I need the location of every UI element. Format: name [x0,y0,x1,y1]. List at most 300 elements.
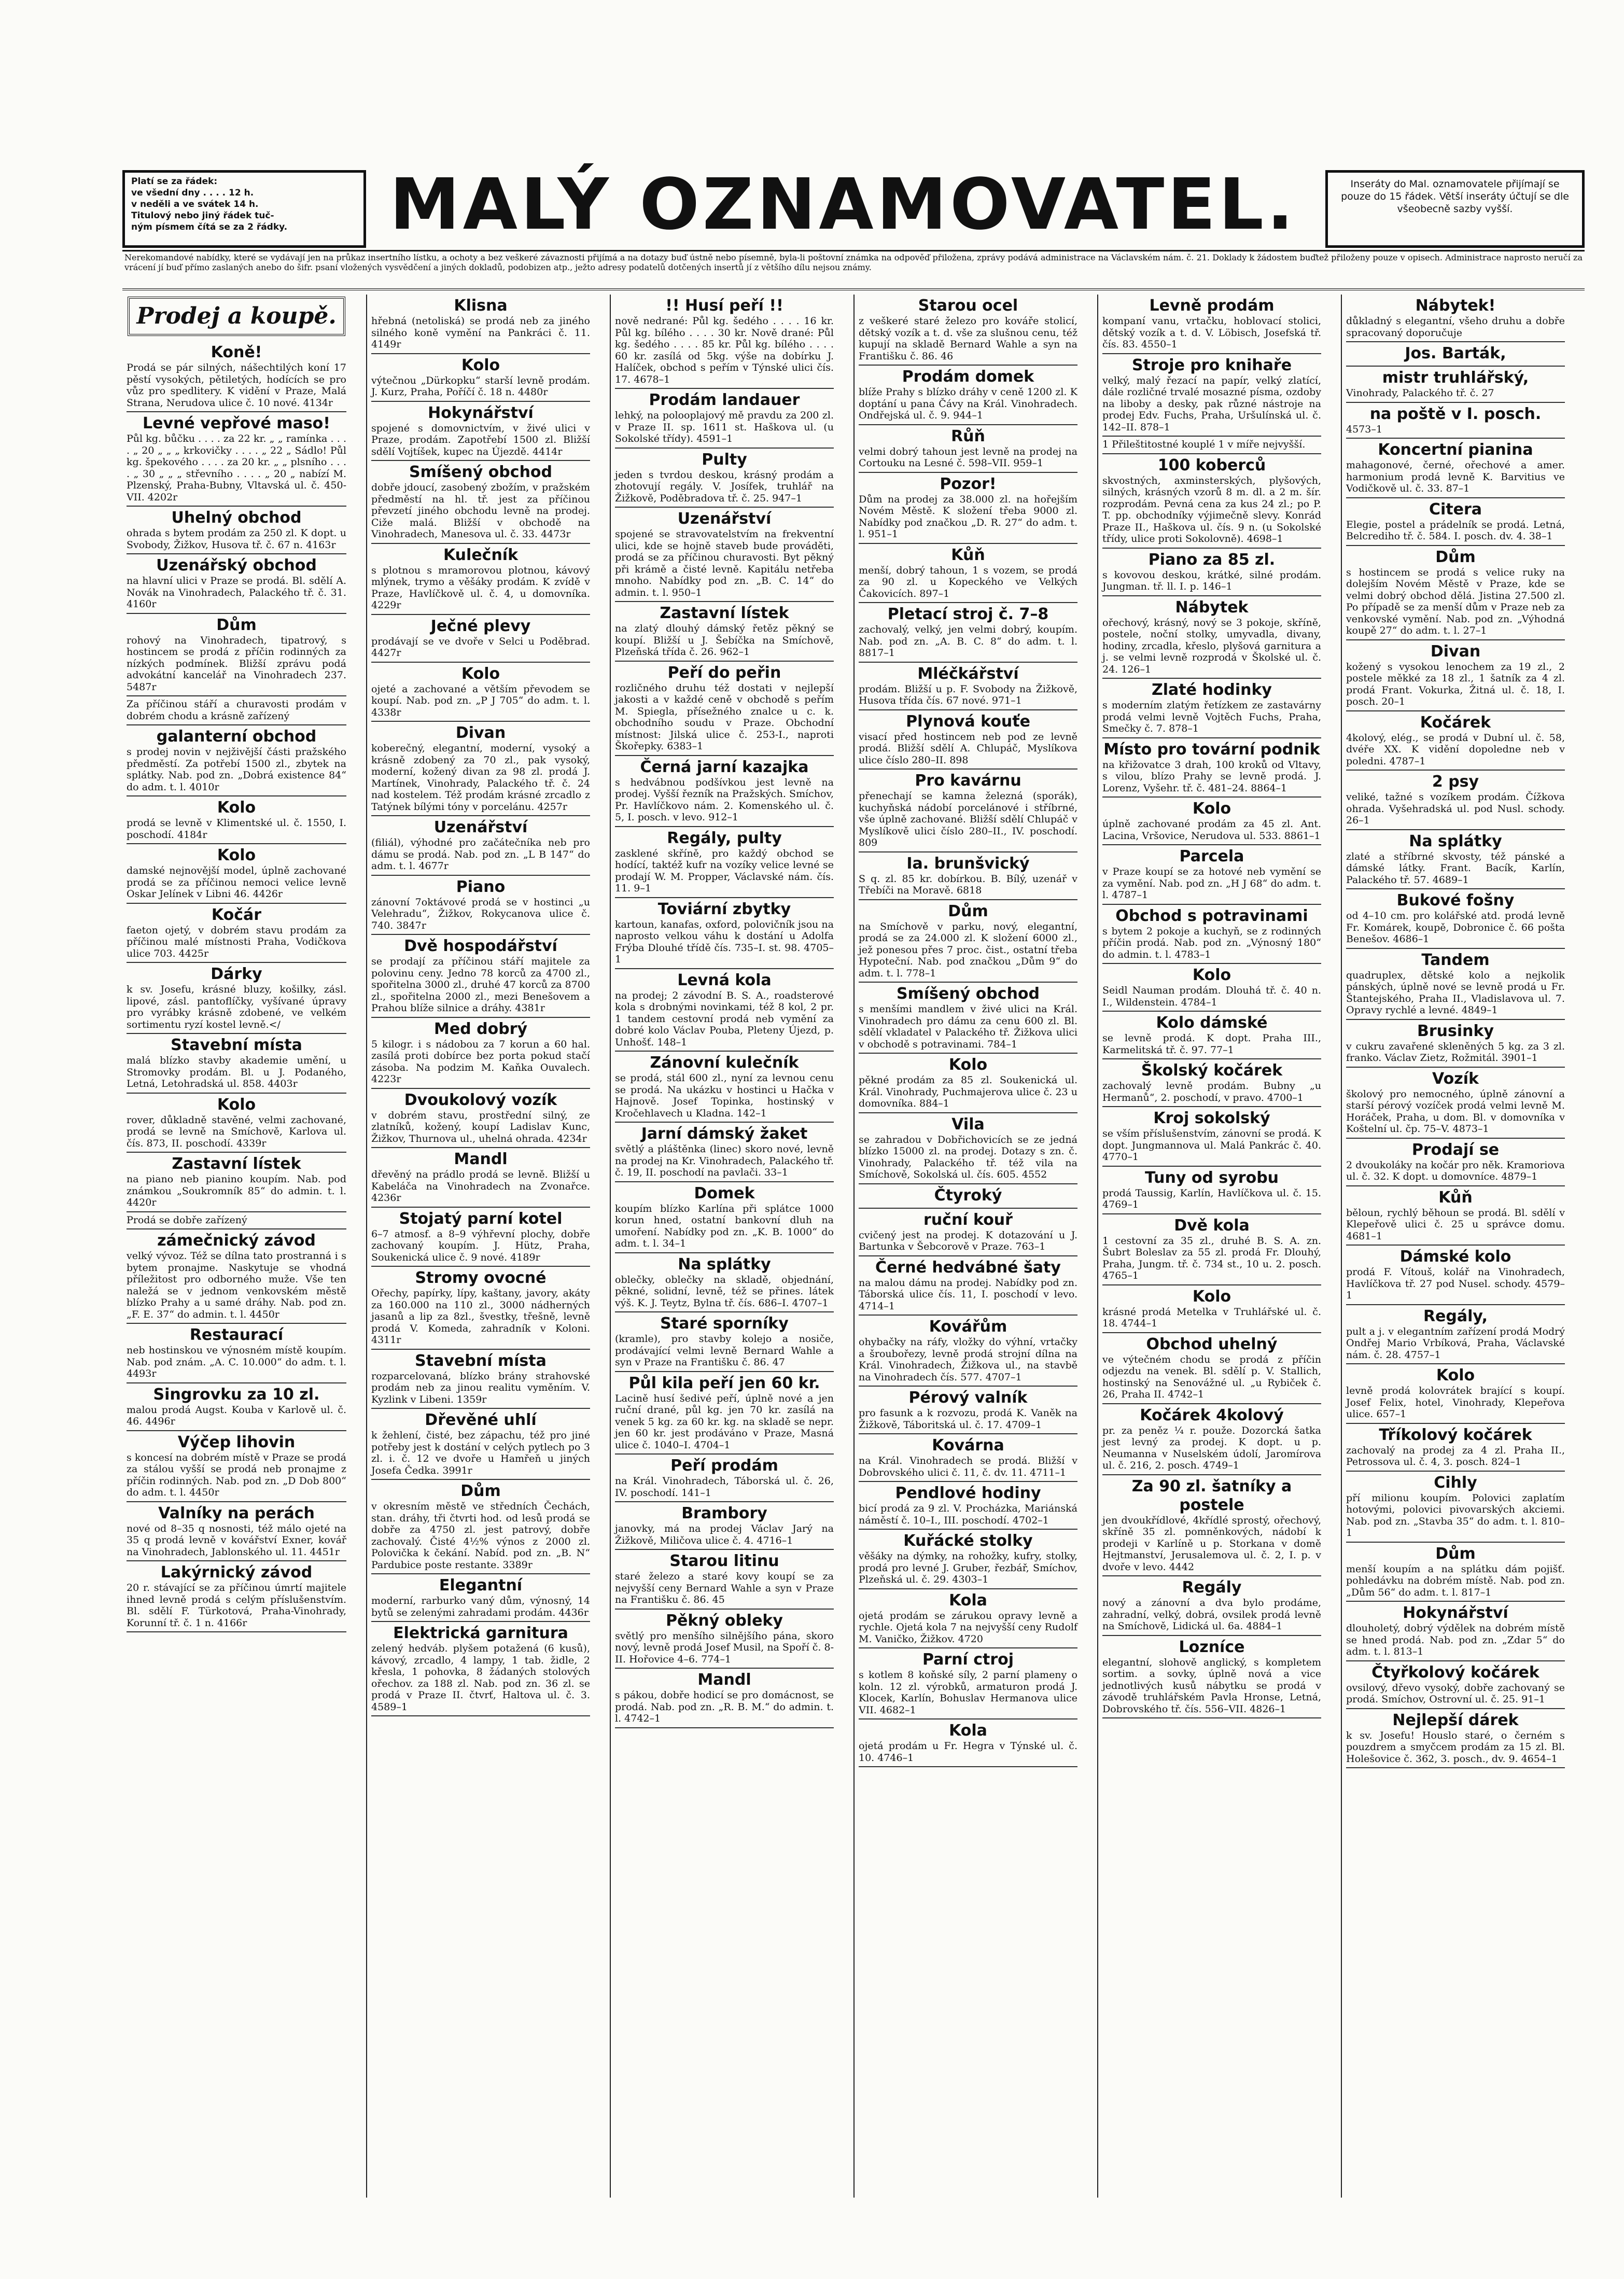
ad-body: krásné prodá Metelka v Truhlářské ul. č. 18. 4744–1 [1102,1306,1321,1329]
classified-ad [127,696,346,725]
ad-title: Obchod s potravinami [1115,906,1308,925]
ad-title: Kolo [1192,966,1231,984]
ad-title: Za 90 zl. šatníky a postele [1131,1477,1292,1514]
ads-column-6 [1346,295,1565,1768]
classified-ad [127,341,346,412]
ad-title: Kolo [1436,1366,1475,1385]
ad-title: Prodají se [1411,1140,1500,1159]
classified-ad [1102,1475,1321,1577]
ad-body: nový a zánovní a dva bylo prodáme, zahradní, velký, dobrá, ovsilek prodá levně na Smíchově, Lidická ul. 6a. 4884–1 [1102,1597,1321,1632]
ad-title: Dům [1435,548,1476,566]
ad-body: Vinohrady, Palackého tř. č. 27 [1346,387,1494,399]
ad-title: Domek [694,1184,755,1203]
ad-title: Mandl [454,1150,508,1168]
classified-ad [1102,454,1321,549]
classified-ad [371,1208,590,1267]
classified-ad [127,1229,346,1324]
ad-body: hřebná (netoliská) se prodá neb za jiného silného koně vymění na Pankráci č. 11. 4149r [371,315,590,350]
ad-body: ohrada s bytem prodám za 250 zl. K dopt. u Svobody, Žižkov, Husova tř. č. 67 n. 4163r [127,527,346,551]
ad-body: důkladný s elegantní, všeho druhu a dobře spracovaný doporučuje [1346,315,1565,339]
ad-body: úplně zachované prodám za 45 zl. Ant. Lacina, Vršovice, Nerudova ul. 533. 8861–1 [1102,818,1321,842]
ad-body: zlaté a stříbrné skvosty, též pánské a dámské látky. Frant. Bacík, Karlín, Palackého tř. 57. 4689–1 [1346,850,1565,886]
classified-ad [859,1648,1077,1719]
classified-ad [1102,1285,1321,1333]
ad-title: Kroj sokolský [1153,1109,1270,1127]
classified-ad [127,1431,346,1502]
price-line: Platí se za řádek: [131,176,218,187]
ad-title: Toviární zbytky [657,900,791,918]
ads-column-1 [127,341,346,1632]
ad-title: Dvě hospodářství [404,937,557,955]
ad-title: Levně prodám [1149,297,1275,315]
ad-body: S q. zl. 85 kr. dobírkou. B. Bílý, uzenář v Třebíči na Moravě. 6818 [859,873,1077,896]
classified-ad [1346,889,1565,949]
ad-title: Uhelný obchod [171,509,302,527]
ad-body: neb hostinskou ve výnosném místě koupím. Nab. pod znám. „A. C. 10.000“ do adm. t. l. 4493r [127,1345,346,1379]
ad-body: prodá F. Vítouš, kolář na Vinohradech, Havlíčkova tř. 27 pod Nusel. schody. 4579–1 [1346,1266,1565,1301]
ad-body: lehký, na polooplajový mě pravdu za 200 zl. v Praze II. sp. 1611 st. Haškova ul. (u Sokolské třídy). 4591–1 [615,410,834,444]
ad-body: výtečnou „Dürkopku“ starší levně prodám. J. Kurz, Praha, Poříčí č. 18 n. 4480r [371,374,590,398]
ad-body: zánovní 7oktávové prodá se v hostinci „u Velehradu“, Žižkov, Rokycanova ulice č. 740. 3847r [371,896,590,931]
classified-ad [1346,1472,1565,1543]
classified-ad [859,1113,1077,1184]
price-line: ným písmem čítá se za 2 řádky. [131,222,288,232]
ad-body: velký, malý řezací na papír, velký zlatící, dále rozličné trvalé mosazné písma, ozdoby na liboby a desky, pak různé nástroje na prodej Edv. Fuchs, Praha, Uršulínská ul. č. 142–II. 878–1 [1102,374,1321,433]
ad-body: dobře jdoucí, zasobený zbožím, v pražském předměstí na hl. tř. jest za příčinou převzetí jiného obchodu levně na prodej. Ciže malá. Bližší v obchodě na Vinohradech, Manesova ul. č. 33. 4473r [371,482,590,540]
classified-ad [615,1550,834,1610]
classified-ad [1346,1186,1565,1246]
ad-title: Dárky [211,965,262,983]
ad-body: koupím blízko Karlína při splátce 1000 korun hned, ostatní bankovní dluh na umoření. Nabídky pod zn. „K. B. 1000“ do adm. t. l. 34–1 [615,1203,834,1249]
ad-title: Levná kola [677,971,772,989]
ad-body: faeton ojetý, v dobrém stavu prodám za příčinou malé místnosti Praha, Vodičkova ulice 703. 4425r [127,924,346,959]
ad-title: Čtyroký [934,1186,1002,1205]
classified-ad [615,1123,834,1182]
ad-body: (kramle), pro stavby kolejo a nosiče, prodávající velmi levně Bernard Wahle a syn v Praze na Františku č. 86. 47 [615,1333,834,1368]
ad-title: Singrovku za 10 zl. [153,1385,320,1404]
ad-body: Ořechy, papírky, lípy, kaštany, javory, akáty za 160.000 na 110 zl., 3000 nádherných jasanů a lip za 8zl., švestky, třešně, levně prodá V. Komeda, zahradník v Koloni. 4311r [371,1288,590,1346]
ad-title: Kočárek 4kolový [1140,1406,1284,1424]
classified-ad [1346,1020,1565,1068]
ad-title: Černé hedvábné šaty [875,1258,1061,1277]
ad-title: Kolo [461,356,500,374]
classified-ad [1102,596,1321,679]
price-line: Titulový nebo jiný řádek tuč- [131,211,274,221]
ad-title: Dvoukolový vozík [404,1090,557,1109]
ad-title: Kolo dámské [1156,1014,1268,1032]
classified-ad [1346,546,1565,640]
ad-body: Prodá se dobře zařízený [127,1214,247,1226]
ad-body: zachovalý levně prodám. Bubny „u Hermanů“, 2. poschodí, v pravo. 4700–1 [1102,1080,1321,1103]
ad-body: ojetá prodám u Fr. Hegra v Týnské ul. č. 10. 4746–1 [859,1740,1077,1764]
ad-body: ojetá prodám se zárukou opravy levně a rychle. Ojetá kola 7 na nejvyšší ceny Rudolf M. Vaničko, Žižkov. 4720 [859,1610,1077,1645]
column-2 [366,295,594,2198]
ad-body: v Praze koupí se za hotové neb vymění se za vymění. Nab. pod zn. „H J 68“ do adm. t. l. 4787–1 [1102,866,1321,901]
classified-ad [859,295,1077,366]
ad-body: malou prodá Augst. Kouba v Karlově ul. č. 46. 4496r [127,1404,346,1427]
ad-body: přenechají se kamna železná (sporák), kuchyňská nádobí porcelánové i stříbrné, vše úplně zachované. Bližší sdělí Chlupáč v Myslíkově ulici číslo 280–II., IV. poschodí. 809 [859,790,1077,848]
ad-title: Kola [949,1722,987,1740]
ads-column-2 [371,295,590,1716]
classified-ad [371,1409,590,1480]
classified-ad [1346,771,1565,830]
ad-title: Regály, pulty [667,829,782,847]
price-line: ve všední dny . . . . 12 h. [131,188,254,198]
classified-ad [127,507,346,554]
classified-ad [371,402,590,462]
ad-body: 6–7 atmosf. a 8–9 výhřevní plochy, dobře zachovaný koupím. J. Hütz, Praha, Soukenická ulice č. 9 nové. 4189r [371,1228,590,1263]
ad-body: s hedvábnou podšívkou jest levně na prodej. Vyšší řezník na Pražských. Smíchov, Pr. Havlíčkovo nám. 2. Komenského ul. č. 5, I. posch. v levo. 912–1 [615,776,834,823]
classified-ad [615,295,834,389]
ad-body: elegantní, slohově anglický, s kompletem sortim. a sovky, úplně nová a vice jednotlivých kusů nábytku se prodá v závodě truhlářském Pavla Hronse, Letná, Dobrovského tř. čís. 556–VII. 4826–1 [1102,1656,1321,1715]
ad-body: Prodá se pár silných, nášechtilých koní 17 pěstí vysokých, pětiletých, hodících se pro vůz pro spedlitery. K vidění v Praze, Malá Strana, Nerudova ulice č. 10 nové. 4134r [127,362,346,409]
ad-body: pr. za peněz ¼ r. použe. Dozorcká šatka jest levný za prodej. K dopt. u p. Neumanna v Nuselském údolí, Jaromírova ul. č. 216, 2. posch. 4749–1 [1102,1424,1321,1471]
ad-body: školový pro nemocného, úplně zánovní a starší pérový vozíček prodá velmi levně M. Horáček, Praha, u dom. Bl. v domovníka v Koštelní ul. čp. 75–V. 4873–1 [1346,1088,1565,1135]
classified-ad [1346,295,1565,342]
classified-ad [859,1387,1077,1434]
ad-body: k sv. Josefu! Houslo staré, o černém s pouzdrem a smyčcem prodám za 15 zl. Bl. Holešovice č. 362, 3. posch., dv. 9. 4654–1 [1346,1729,1565,1765]
ad-title: Obchod uhelný [1146,1335,1278,1353]
ad-body: spojené se stravovatelstvím na frekventní ulici, kde se hojně staveb bude prováděti, prodá se za příčinou churavosti. Byt pěkný při krámě a čisté levně. Kapitálu netřeba mnoho. Nabídky pod zn. „B. C. 14“ do admin. t. l. 950–1 [615,528,834,598]
ad-body: světlý pro menšího silnějšího pána, skoro nový, levně prodá Josef Musil, na Spoří č. 8-II. Hořovice 4–6. 774–1 [615,1630,834,1665]
ad-body: levně prodá kolovrátek brající s koupí. Josef Felix, hotel, Vinohrady, Klepeřova ulice. 657–1 [1346,1385,1565,1420]
ad-title: Kulečník [443,546,519,564]
ad-title: Ia. brunšvický [906,854,1030,873]
ad-title: Jarní dámský žaket [641,1125,808,1143]
ad-body: s menšími mandlem v živé ulici na Král. Vinohradech pro dámu za cenu 600 zl. Bl. sdělí vkladatel v Palackého tř. Žižkova ulici v obchodě s potravinami. 784–1 [859,1003,1077,1050]
classified-ad [371,1480,590,1574]
ad-title: Pendlové hodiny [895,1484,1041,1502]
ad-body: veliké, tažné s vozíkem prodám. Čížkova ohrada. Vyšehradská ul. pod Nusl. schody. 26–1 [1346,791,1565,826]
ad-title: Dřevěné uhlí [425,1411,537,1429]
ad-title: Kůň [1438,1188,1473,1207]
column-4 [853,295,1082,2198]
ad-body: (filiál), výhodné pro začátečníka neb pro dámu se prodá. Nab. pod zn. „L B 147“ do adm. t. l. 4677r [371,837,590,872]
ad-body: prodá se levně v Klimentské ul. č. 1550, I. poschodí. 4184r [127,817,346,841]
classified-ad [1346,1364,1565,1424]
ad-body: 1 Přileštitostné kouplé 1 v míře nejvyšší. [1102,439,1306,450]
ad-title: Kovářům [929,1318,1007,1336]
classified-ad [859,1209,1077,1256]
administration-notice: Nerekomandové nabídky, které se vydávají jen na průkaz insertního lístku, a ochoty a bez veškeré závaznosti přijímá a na dotazy buď ústně nebo písemně, byla-li poštovní známka na odpověď přiložena, zprávy podává administrace na Václavském nám. č. 21. Doklady k žádostem buďtež přiloženy pouze v opisech. Administrace naprosto neručí za vrácení jí buď přímo zaslaných anebo do šifr. psaní vložených vysvědčení a jiných dokladů, podobizen atp., ježto adresy podatelů dotčených insertů jí z většího dílu nejsou známy. [122,250,1585,290]
ad-title: Starou ocel [918,297,1018,315]
ad-body: 4kolový, elég., se prodá v Dubní ul. č. 58, dvéře XX. K vidění dopoledne neb v poledni. 4787–1 [1346,732,1565,767]
ad-body: spojené s domovnictvím, v živé ulici v Praze, prodám. Zapotřebí 1500 zl. Bližší sdělí Vojtíšek, kupec na Újezdě. 4414r [371,422,590,457]
classified-ad [615,1669,834,1728]
classified-ad [371,354,590,402]
classified-ad [859,1530,1077,1589]
classified-ad [1102,549,1321,596]
classified-ad [1102,1333,1321,1404]
ad-title: Elegantní [439,1576,523,1595]
ad-body: 5 kilogr. i s nádobou za 7 korun a 60 hal. zasílá proti dobírce bez porta pokud stačí zásoba. Na podzim M. Kaňka Ouvalech. 4223r [371,1038,590,1085]
ad-body: velmi dobrý tahoun jest levně na prodej na Cortouku na Lesné č. 598–VII. 959–1 [859,445,1077,469]
ad-body: 20 r. stávající se za příčinou úmrtí majitele ihned levně prodá s celým příslušenstvím. Bl. sdělí F. Türkotová, Praha-Vinohrady, Korunní tř. č. 1 n. 4166r [127,1582,346,1629]
ad-body: rozličného druhu též dostati v nejlepší jakosti a v každé ceně v obchodě s peřím M. Spiegla, přísežného znalce u c. k. obchodního soudu v Praze. Obchodní místnost: Jilská ulice č. 253-I., naproti Škořepky. 6383–1 [615,682,834,752]
classified-ad [1102,1107,1321,1167]
classified-ad [615,1372,834,1455]
ad-body: se zahradou v Dobřichovicích se ze jedná blízko 15000 zl. na prodej. Dotazy s zn. č. Vinohrady, Palackého tř. též vila na Smíchově, Sokolská ul. čís. 605. 4552 [859,1134,1077,1180]
classified-ad [371,663,590,722]
ad-body: bicí prodá za 9 zl. V. Procházka, Mariánská náměstí č. 10–I., III. poschodí. 4702–1 [859,1503,1077,1526]
ad-title: Stroje pro knihaře [1131,356,1292,374]
classified-ad [1346,1543,1565,1602]
ad-title: Ječné plevy [430,617,531,635]
classified-ad [1346,498,1565,546]
ad-title: Černá jarní kazajka [640,758,809,776]
ad-title: Parní ctroj [922,1651,1014,1669]
ad-body: koberečný, elegantní, moderní, vysoký a krásně zdobený za 70 zl., pak vysoký, moderní, kožený divan za 98 zl. prodá J. Martínek, Vinohrady, Palackého tř. č. 24 nad kostelem. Též prodám krásné zrcadlo z Tatýnek bílými tóny v porcelánu. 4257r [371,743,590,813]
classified-ad [615,389,834,449]
ad-body: na Smíchově v parku, nový, elegantní, prodá se za 24.000 zl. K složení 6000 zl., jež ponesou přes 7 proc. čist., ostatní třeba Hypoteční. Nab. pod značkou „Dům 9“ do adm. t. l. 778–1 [859,920,1077,979]
classified-ad [1346,830,1565,890]
classified-ad [371,1018,590,1089]
ad-body: od 4–10 cm. pro kolářské atd. prodá levně Fr. Komárek, koupě, Dobronice č. 66 pošta Benešov. 4686–1 [1346,910,1565,945]
ad-title: Valníky na perách [158,1504,315,1522]
classified-ad [1346,439,1565,498]
classified-ad [127,1502,346,1562]
classified-ad [1102,1167,1321,1214]
ad-title: Kočárek [1420,713,1491,732]
ad-title: Růň [951,427,985,445]
ad-body: janovky, má na prodej Václav Jarý na Žižkově, Miličova ulice č. 4. 4716–1 [615,1523,834,1546]
ad-body: zasklené skříně, pro každý obchod se hodící, taktéž kufr na vozíky velice levné se prodají W. M. Propper, Václavské nám. čís. 11. 9–1 [615,847,834,894]
ad-title: Na splátky [1409,832,1502,850]
ad-title: Uzenářství [677,510,772,528]
classified-ad [371,295,590,354]
ad-title: Nejlepší dárek [1392,1711,1519,1729]
ad-body: Elegie, postel a prádelník se prodá. Letná, Belcrediho tř. č. 584. I. posch. dv. 4. 38–1 [1346,519,1565,542]
classified-ad [1346,1424,1565,1472]
ad-body: světlý a pláštěnka (linec) skoro nové, levně na prodej na Kr. Vinohradech, Palackého tř. č. 19, II. poschodí na pavlači. 33–1 [615,1143,834,1178]
ad-body: jen dvoukřídlové, 4křídlé sprostý, ořechový, skříně 35 zl. pomněnkových, nádobí k prodeji v Karlíně u p. Storkana v domě Hejtmanství, Jerusalemova ul. č. 2, I. p. v dvoře v levo. 4442 [1102,1514,1321,1573]
classified-ad [1102,1576,1321,1636]
ad-title: Uzenářství [433,818,528,836]
ad-body: ořechový, krásný, nový se 3 pokoje, skříně, postele, noční stolky, umyvadla, divany, hodiny, zrcadla, křeslo, plyšová garnitura a j. se velmi levně rozprodá v Školské ul. č. 24. 126–1 [1102,617,1321,675]
ad-title: Zastavní lístek [172,1155,301,1173]
classified-ad [127,1212,346,1230]
ad-title: Kolo [461,664,500,683]
ad-body: s prodej novin v nejživější části pražského předměstí. Za potřebí 1500 zl., zbytek na splátky. Nab. pod zn. „Dobrá existence 84“ do adm. t. l. 4010r [127,746,346,793]
classified-ad [371,544,590,615]
classified-ad [1346,367,1565,403]
ad-body: nově nedrané: Půl kg. šedého . . . . 16 kr. Půl kg. bílého . . . . 30 kr. Nově drané: Půl kg. šedého . . . . 85 kr. Půl kg. bílého . . . . 60 kr. zasílá od 5kg. výše na dobírku J. Halíček, obchod s peřím v Týnské ulici čís. 17. 4678–1 [615,315,834,385]
ad-body: menší koupím a na splátku dám pojišť. pohledávku na dobrém místě. Nab. pod zn. „Dům 56“ do adm. t. l. 817–1 [1346,1563,1565,1598]
ad-body: Dům na prodej za 38.000 zl. na hořejším Novém Městě. K složení třeba 9000 zl. Nabídky pod značkou „D. R. 27“ do adm. t. l. 951–1 [859,493,1077,540]
ad-body: prodám. Bližší u p. F. Svobody na Žižkově, Husova třída čís. 67 nové. 971–1 [859,683,1077,706]
classified-ad [615,662,834,756]
ad-title: Smíšený obchod [409,463,553,481]
classified-ad [1102,295,1321,354]
ad-body: s kotlem 8 koňské síly, 2 parní plameny o koln. 12 zl. výrobků, armaturon prodá J. Klocek, Karlín, Bohuslav Hermanova ulice VII. 4682–1 [859,1669,1077,1716]
ad-title: Kolo [1192,800,1231,818]
ad-title: Divan [1430,642,1481,661]
ad-title: Kolo [217,799,256,817]
ad-title: Dámské kolo [1399,1248,1511,1266]
ad-title: Pérový valník [908,1389,1028,1407]
ads-column-3 [615,295,834,1728]
classified-ad [1346,949,1565,1020]
ad-title: Pěkný obleky [666,1611,783,1630]
ad-title: Zánovní kulečník [650,1054,799,1072]
classified-ad [371,722,590,816]
ad-title: ruční kouř [923,1210,1013,1229]
ad-body: pěkné prodám za 85 zl. Soukenická ul. Král. Vinohrady, Puchmajerova ulice č. 23 u domovníka. 884–1 [859,1074,1077,1109]
classified-ad [1102,354,1321,437]
page-title: MALÝ OZNAMOVATEL. [389,164,1297,246]
ad-body: zachovalý, velký, jen velmi dobrý, koupím. Nab. pod zn. „A. B. C. 8“ do adm. t. l. 8817–1 [859,624,1077,659]
classified-ad [371,876,590,935]
price-line: v neděli a ve svátek 14 h. [131,199,259,209]
ad-title: Uzenářský obchod [156,556,317,575]
ad-title: Starou litinu [669,1552,779,1570]
ad-title: Stojatý parní kotel [399,1209,563,1228]
ad-title: Pletací stroj č. 7–8 [887,605,1049,623]
classified-ad [1102,1059,1321,1107]
classified-ad [859,900,1077,983]
classified-ad [615,1312,834,1372]
classified-ad [615,508,834,602]
classified-ad [859,1434,1077,1482]
ad-body: 2 dvoukoláky na kočár pro něk. Kramoriova ul. č. 32. K dopt. u domovníce. 4879–1 [1346,1159,1565,1182]
classified-ad [615,1610,834,1669]
ad-body: malá blízko stavby akademie umění, u Stromovky prodám. Bl. u J. Podaného, Letná, Letohradská ul. 858. 4403r [127,1055,346,1089]
classified-ad [127,1094,346,1153]
columns [122,295,1585,2198]
classified-ad [127,796,346,844]
classified-ad [859,425,1077,473]
classified-ad [615,1182,834,1253]
column-5 [1097,295,1325,2198]
ad-body: staré železo a staré kovy koupí se za nejvyšší ceny Bernard Wahle a syn v Praze na Františku č. 86. 45 [615,1571,834,1605]
masthead [122,161,1585,248]
classified-ad [1102,1636,1321,1719]
ad-title: Smíšený obchod [896,985,1040,1003]
ad-title: Výčep lihovin [177,1433,296,1451]
classified-ad [1346,403,1565,439]
ad-title: Stromy ovocné [415,1269,547,1287]
classified-ad [1102,679,1321,738]
ad-body: mahagonové, černé, ořechové a amer. harmonium prodá levně K. Barvitius ve Vodičkově ul. č. 33. 87–1 [1346,459,1565,494]
ad-body: s pákou, dobře hodicí se pro domácnost, se prodá. Nab. pod zn. „R. B. M.“ do admin. t. l. 4742–1 [615,1689,834,1724]
ad-title: Piano za 85 zl. [1148,550,1276,569]
price-box [122,170,366,248]
ads-column-4 [859,295,1077,1767]
classified-ad [127,554,346,614]
ad-body: pro fasunk a k rozvozu, prodá K. Vaněk na Žižkově, Táboritská ul. č. 17. 4709–1 [859,1407,1077,1431]
ad-body: na Král. Vinohradech, Táborská ul. č. 26, IV. poschodí. 141–1 [615,1475,834,1499]
classified-ad [371,1089,590,1149]
classified-ad [859,1054,1077,1113]
ad-title: Koně! [211,343,262,361]
ad-title: Tuny od syrobu [1144,1168,1279,1187]
ad-title: Nábytek [1175,598,1249,617]
ad-body: s kovovou deskou, krátké, silné prodám. Jungman. tř. ll. I. p. 146–1 [1102,569,1321,592]
ad-body: s bytem 2 pokoje a kuchyň, se z rodinných příčin prodá. Nab. pod zn. „Výnosný 180“ do admin. t. l. 4783–1 [1102,925,1321,960]
classified-ad [859,852,1077,900]
ads-column-5 [1102,295,1321,1718]
classified-ad [371,816,590,876]
classified-ad [1102,905,1321,964]
ad-body: v dobrém stavu, prostřední silný, ze zlatníků, kožený, koupí Ladislav Kunc, Žižkov, Thurnova ul., uhelná ohrada. 4234r [371,1109,590,1144]
ad-title: Kůň [951,546,985,564]
ad-body: 4573–1 [1346,423,1382,435]
classified-ad [371,1148,590,1208]
ad-title: 100 koberců [1157,456,1266,474]
classified-ad [1102,1404,1321,1475]
classified-ad [371,1622,590,1716]
ad-body: v okresním městě ve středních Čechách, stan. dráhy, tři čtvrti hod. od lesů prodá se dobře za 4750 zl. jest patrový, dobře zachovalý. Čisté 4½% výnos z 2000 zl. Polovička k čekání. Nabíd. pod zn. „B. N“ Pardubice poste restante. 3389r [371,1501,590,1571]
ad-body: se levně prodá. K dopt. Praha III., Karmelitská tř. č. 97. 77–1 [1102,1032,1321,1056]
classified-ad [859,1482,1077,1530]
ad-title: Mandl [697,1671,751,1689]
ad-body: na piano neb pianino koupím. Nab. pod známkou „Soukromník 85“ do admin. t. l. 4420r [127,1173,346,1208]
ad-body: kartoun, kanafas, oxford, polovičník jsou na naprosto velkou váhu k dostání u Adolfa Frýba Dlouhé třídě čís. 735–I. st. 98. 4705–1 [615,918,834,965]
ad-title: Cihly [1434,1473,1477,1492]
column-6 [1341,295,1569,2198]
ad-title: Peří do peřin [667,663,781,682]
ad-body: kožený s vysokou lenochem za 19 zl., 2 postele měkké za 18 zl., 1 šatník za 4 zl. prodá Frant. Vokurka, Žitná ul. č. 18, I. posch. 20–1 [1346,661,1565,707]
classified-ad [859,1256,1077,1316]
ad-title: Piano [456,877,506,896]
ad-title: mistr truhlářský, [1382,369,1529,387]
classified-ad [859,1316,1077,1387]
ad-title: Plynová kouťe [906,712,1030,731]
classified-ad [371,935,590,1018]
classified-ad [371,1350,590,1409]
classified-ad [615,1455,834,1502]
ad-body: moderní, rarburko vaný dům, výnosný, 14 bytů se zelenými zahradami prodám. 4436r [371,1595,590,1618]
classified-ad [859,1589,1077,1649]
classified-ad [859,1719,1077,1767]
ad-title: Kolo [1192,1287,1231,1306]
ad-body: prodávají se ve dvoře v Selci u Poděbrad. 4427r [371,635,590,659]
ad-title: !! Husí peří !! [665,297,783,315]
ad-body: na hlavní ulici v Praze se prodá. Bl. sdělí A. Novák na Vinohradech, Palackého tř. č. 31. 4160r [127,575,346,610]
classified-ad [127,1324,346,1383]
ad-title: Místo pro tovární podnik [1103,740,1320,759]
ad-body: k žehlení, čisté, bez zápachu, též pro jiné potřeby jest k dostání v celých pytlech po 3 zl. i. č. 12 ve dvoře u Hamřeň u jiných Josefa Čedka. 3991r [371,1430,590,1476]
ad-title: Stavební místa [171,1036,302,1054]
ad-body: 1 cestovní za 35 zl., druhé B. S. A. zn. Šubrt Boleslav za 55 zl. prodá Fr. Dlouhý, Praha, Jungm. tř. č. 734 st., 10 u. 2. posch. 4765–1 [1102,1235,1321,1281]
classified-ad [1102,1214,1321,1285]
ad-body: dlouholetý, dobrý výdělek na dobrém místě se hned prodá. Nab. pod zn. „Zdar 5“ do adm. t. l. 813–1 [1346,1623,1565,1657]
ad-title: Kolo [948,1056,988,1074]
classified-ad [127,844,346,904]
ad-title: Dvě kola [1174,1216,1250,1235]
classified-ad [1346,1305,1565,1365]
classified-ad [371,1574,590,1622]
ad-body: se vším příslušenstvím, zánovní se prodá. K dopt. Jungmannova ul. Malá Pankrác č. 40. 4770–1 [1102,1128,1321,1163]
ad-body: kompaní vanu, vrtačku, hoblovací stolici, dětský vozík a t. d. V. Löbisch, Josefská tř. čís. 83. 4550–1 [1102,315,1321,350]
ad-body: ohybačky na ráfy, vložky do výhní, vrtačky a šroubořezy, levně prodá strojní dílna na Král. Vinohradech, Žižkova ul., na stavbě na Vinohradech čís. 577. 4707–1 [859,1336,1077,1383]
ad-title: Vila [951,1115,985,1134]
ad-body: velký vývoz. Též se dílna tato prostranná i s bytem pronajme. Naskytuje se vhodná příležitost pro odborného muže. Vše ten naležá se v jednom venkovském městě blízko Prahy a u samé dráhy. Nab. pod zn. „F. E. 37“ do admin. t. l. 4450r [127,1250,346,1320]
ad-title: Vozík [1432,1069,1479,1088]
ad-body: cvičený jest na prodej. K dotazování u J. Bartunka v Šebcorově v Praze. 763–1 [859,1229,1077,1252]
ad-title: Školský kočárek [1141,1061,1283,1080]
ad-body: na prodej; 2 závodní B. S. A., roadsterové kola s drobnými novinkami, též 8 kol, 2 pr. 1 tandem cestovní prodá neb vymění za dobré kolo Václav Pouba, Pleteny Újezd, p. Unhošť. 148–1 [615,989,834,1048]
ad-body: zelený hedváb. plyšem potažená (6 kusů), kávový, zrcadlo, 4 lampy, 1 tab. židle, 2 křesla, 1 pohovka, 8 žádaných stolových ořechov. za 188 zl. Nab. pod zn. 36 zl. se prodá v Praze II. čtvrť, Haltova ul. č. 3. 4589–1 [371,1643,590,1713]
classified-ad [859,544,1077,604]
ad-title: Pulty [702,450,747,469]
classified-ad [859,366,1077,425]
ad-title: Mléčkářství [917,664,1019,683]
ad-body: Lacině husí šedivé peří, úplně nové a jen ruční drané, půl kg. jen 70 kr. zasílá na venek 5 kg. za 60 kr. kg. na skladě se nepr. jen 60 kr. jest prodáváno v Praze, Masná ulice č. 1040–I. 4704–1 [615,1392,834,1451]
ad-title: Elektrická garnitura [393,1624,568,1642]
classified-ad [615,1253,834,1313]
classified-ad [859,983,1077,1054]
